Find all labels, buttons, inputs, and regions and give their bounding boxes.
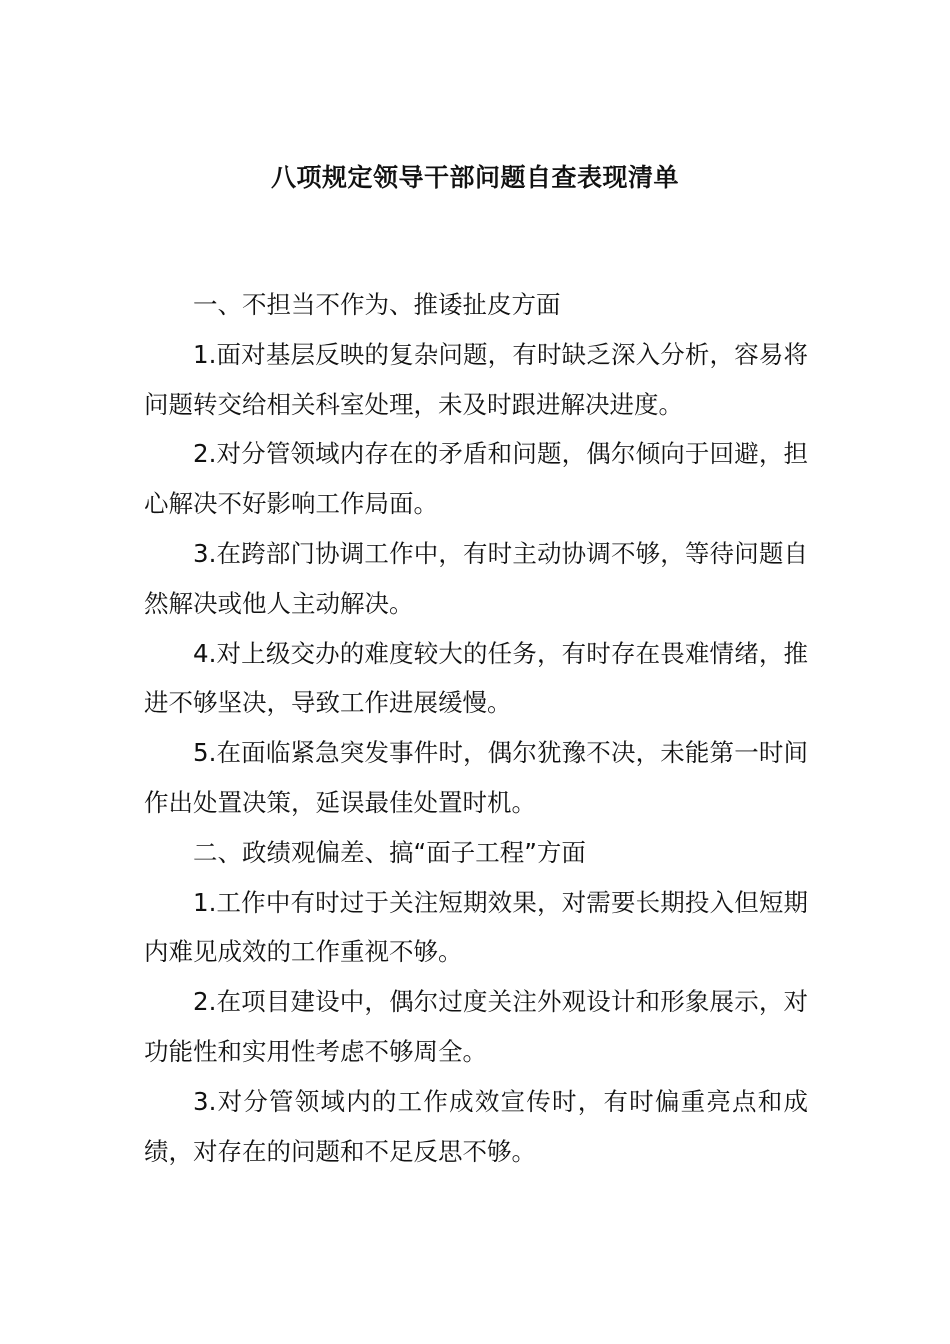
- section-heading: 二、政绩观偏差、搞“面子工程”方面: [193, 837, 586, 867]
- list-item: 1.工作中有时过于关注短期效果，对需要长期投入但短期内难见成效的工作重视不够。: [144, 887, 808, 967]
- section-heading: 一、不担当不作为、推诿扯皮方面: [193, 290, 561, 319]
- document-body: [144, 280, 808, 1176]
- list-item: 5.在面临紧急突发事件时，偶尔犹豫不决，未能第一时间作出处置决策，延误最佳处置时机。: [144, 738, 808, 817]
- document-title: 八项规定领导干部问题自查表现清单: [270, 163, 679, 192]
- list-item: 2.在项目建设中，偶尔过度关注外观设计和形象展示，对功能性和实用性考虑不够周全。: [144, 987, 808, 1066]
- list-item: 3.对分管领域内的工作成效宣传时，有时偏重亮点和成绩，对存在的问题和不足反思不够。: [144, 1086, 808, 1166]
- list-item: 2.对分管领域内存在的矛盾和问题，偶尔倾向于回避，担心解决不好影响工作局面。: [144, 439, 808, 519]
- list-item: 3.在跨部门协调工作中，有时主动协调不够，等待问题自然解决或他人主动解决。: [144, 538, 808, 618]
- list-item: 1.面对基层反映的复杂问题，有时缺乏深入分析，容易将问题转交给相关科室处理，未及时跟进解决进度。: [144, 339, 808, 419]
- list-item: 4.对上级交办的难度较大的任务，有时存在畏难情绪，推进不够坚决，导致工作进展缓慢。: [144, 638, 808, 718]
